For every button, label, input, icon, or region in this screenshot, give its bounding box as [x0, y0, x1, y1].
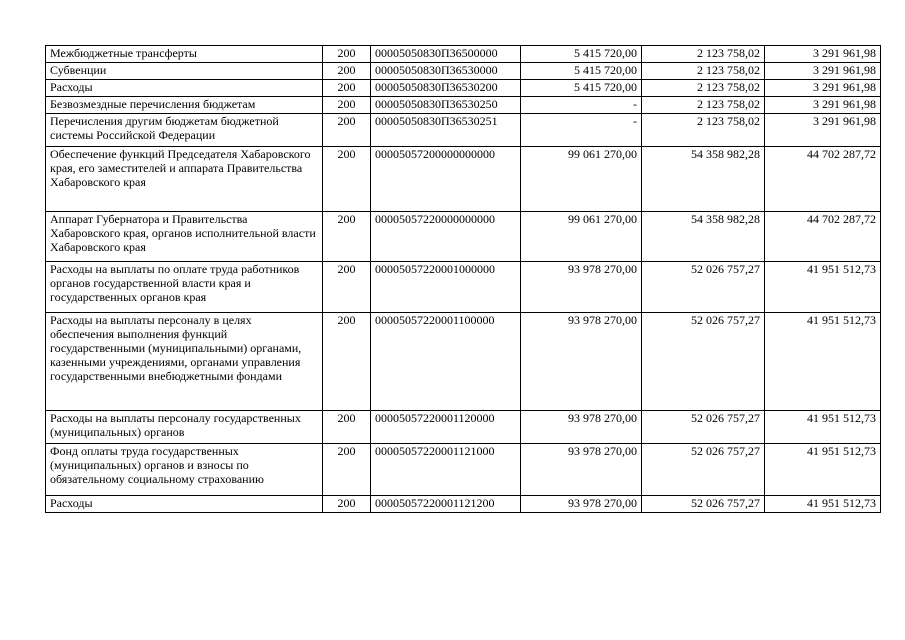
- line-code-cell: 200: [323, 147, 371, 212]
- classifier-code-cell: 00005057220001000000: [371, 262, 521, 313]
- expense-name-cell: Расходы: [46, 80, 323, 97]
- table-row: [46, 411, 881, 444]
- table-row: [46, 212, 881, 262]
- approved-amount-cell: 93 978 270,00: [521, 411, 642, 444]
- approved-amount-cell: 93 978 270,00: [521, 262, 642, 313]
- expense-name-cell: Перечисления другим бюджетам бюджетной системы Российской Федерации: [46, 114, 323, 147]
- table-row: [46, 97, 881, 114]
- table-row: [46, 46, 881, 63]
- table-row: [46, 313, 881, 411]
- budget-report-page: [45, 45, 880, 513]
- expense-name-cell: Безвозмездные перечисления бюджетам: [46, 97, 323, 114]
- approved-amount-cell: 93 978 270,00: [521, 444, 642, 496]
- classifier-code-cell: 00005050830П36500000: [371, 46, 521, 63]
- expense-name-cell: Расходы на выплаты персоналу государственных (муниципальных) органов: [46, 411, 323, 444]
- budget-execution-table: [45, 45, 881, 513]
- executed-amount-cell: 52 026 757,27: [642, 313, 765, 411]
- expense-name-cell: Расходы на выплаты по оплате труда работников органов государственной власти края и государственных органов края: [46, 262, 323, 313]
- classifier-code-cell: 00005057220001121000: [371, 444, 521, 496]
- line-code-cell: 200: [323, 262, 371, 313]
- remaining-amount-cell: 3 291 961,98: [765, 97, 881, 114]
- classifier-code-cell: 00005057220001120000: [371, 411, 521, 444]
- executed-amount-cell: 52 026 757,27: [642, 411, 765, 444]
- classifier-code-cell: 00005050830П36530000: [371, 63, 521, 80]
- table-row: [46, 262, 881, 313]
- line-code-cell: 200: [323, 313, 371, 411]
- executed-amount-cell: 52 026 757,27: [642, 444, 765, 496]
- approved-amount-cell: 5 415 720,00: [521, 80, 642, 97]
- executed-amount-cell: 52 026 757,27: [642, 496, 765, 513]
- table-row: [46, 63, 881, 80]
- expense-name-cell: Аппарат Губернатора и Правительства Хабаровского края, органов исполнительной власти Хабаровского края: [46, 212, 323, 262]
- approved-amount-cell: -: [521, 114, 642, 147]
- table-row: [46, 444, 881, 496]
- expense-name-cell: Расходы на выплаты персоналу в целях обеспечения выполнения функций государственными (муниципальными) органами, казенными учреждениями, органами управления государственными внебюджетными фондами: [46, 313, 323, 411]
- executed-amount-cell: 2 123 758,02: [642, 80, 765, 97]
- approved-amount-cell: 99 061 270,00: [521, 212, 642, 262]
- executed-amount-cell: 2 123 758,02: [642, 97, 765, 114]
- executed-amount-cell: 2 123 758,02: [642, 63, 765, 80]
- approved-amount-cell: 5 415 720,00: [521, 63, 642, 80]
- expense-name-cell: Фонд оплаты труда государственных (муниципальных) органов и взносы по обязательному социальному страхованию: [46, 444, 323, 496]
- line-code-cell: 200: [323, 411, 371, 444]
- executed-amount-cell: 52 026 757,27: [642, 262, 765, 313]
- remaining-amount-cell: 3 291 961,98: [765, 63, 881, 80]
- classifier-code-cell: 00005057220001100000: [371, 313, 521, 411]
- line-code-cell: 200: [323, 444, 371, 496]
- classifier-code-cell: 00005050830П36530200: [371, 80, 521, 97]
- expense-name-cell: Субвенции: [46, 63, 323, 80]
- remaining-amount-cell: 41 951 512,73: [765, 496, 881, 513]
- expense-name-cell: Обеспечение функций Председателя Хабаровского края, его заместителей и аппарата Правительства Хабаровского края: [46, 147, 323, 212]
- approved-amount-cell: 93 978 270,00: [521, 313, 642, 411]
- table-row: [46, 114, 881, 147]
- remaining-amount-cell: 44 702 287,72: [765, 147, 881, 212]
- approved-amount-cell: -: [521, 97, 642, 114]
- table-body: [46, 46, 881, 513]
- remaining-amount-cell: 3 291 961,98: [765, 80, 881, 97]
- approved-amount-cell: 99 061 270,00: [521, 147, 642, 212]
- line-code-cell: 200: [323, 97, 371, 114]
- executed-amount-cell: 54 358 982,28: [642, 147, 765, 212]
- remaining-amount-cell: 3 291 961,98: [765, 114, 881, 147]
- table-row: [46, 496, 881, 513]
- remaining-amount-cell: 41 951 512,73: [765, 262, 881, 313]
- classifier-code-cell: 00005057200000000000: [371, 147, 521, 212]
- table-row: [46, 80, 881, 97]
- line-code-cell: 200: [323, 63, 371, 80]
- classifier-code-cell: 00005057220001121200: [371, 496, 521, 513]
- approved-amount-cell: 5 415 720,00: [521, 46, 642, 63]
- line-code-cell: 200: [323, 114, 371, 147]
- expense-name-cell: Расходы: [46, 496, 323, 513]
- line-code-cell: 200: [323, 80, 371, 97]
- line-code-cell: 200: [323, 212, 371, 262]
- remaining-amount-cell: 41 951 512,73: [765, 313, 881, 411]
- approved-amount-cell: 93 978 270,00: [521, 496, 642, 513]
- line-code-cell: 200: [323, 46, 371, 63]
- classifier-code-cell: 00005050830П36530250: [371, 97, 521, 114]
- classifier-code-cell: 00005057220000000000: [371, 212, 521, 262]
- executed-amount-cell: 2 123 758,02: [642, 46, 765, 63]
- expense-name-cell: Межбюджетные трансферты: [46, 46, 323, 63]
- table-row: [46, 147, 881, 212]
- classifier-code-cell: 00005050830П36530251: [371, 114, 521, 147]
- remaining-amount-cell: 3 291 961,98: [765, 46, 881, 63]
- executed-amount-cell: 54 358 982,28: [642, 212, 765, 262]
- executed-amount-cell: 2 123 758,02: [642, 114, 765, 147]
- remaining-amount-cell: 41 951 512,73: [765, 411, 881, 444]
- remaining-amount-cell: 44 702 287,72: [765, 212, 881, 262]
- line-code-cell: 200: [323, 496, 371, 513]
- remaining-amount-cell: 41 951 512,73: [765, 444, 881, 496]
